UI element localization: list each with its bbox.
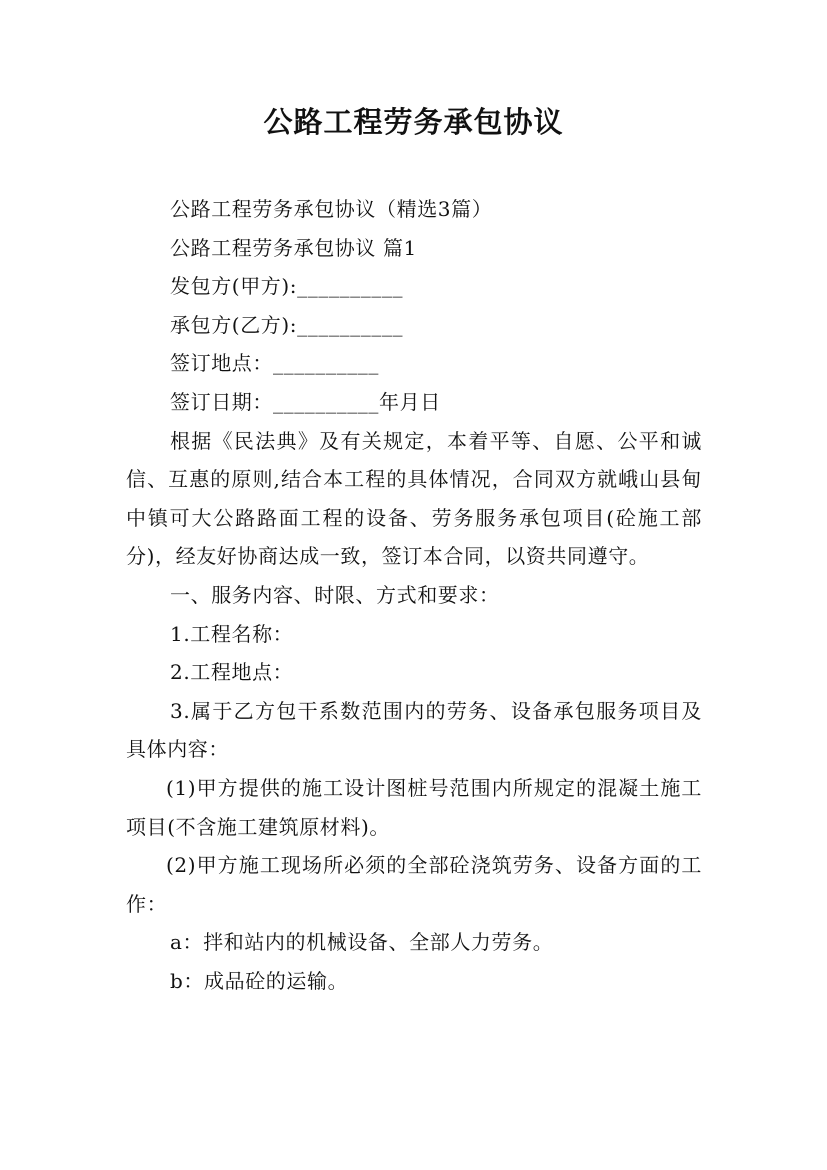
paragraph-signing-place: 签订地点：__________: [170, 351, 379, 376]
paragraph-service-items: 3.属于乙方包干系数范围内的劳务、设备承包服务项目及具体内容：: [126, 698, 702, 762]
paragraph-section-heading: 公路工程劳务承包协议 篇1: [170, 235, 417, 260]
paragraph-clause-1-heading: 一、服务内容、时限、方式和要求：: [170, 582, 500, 607]
document-body: [126, 190, 702, 1000]
document-title: 公路工程劳务承包协议: [263, 105, 564, 139]
paragraph-item-1: (1)甲方提供的施工设计图桩号范围内所规定的混凝土施工项目(不含施工建筑原材料)。: [126, 775, 702, 839]
paragraph-project-name: 1.工程名称：: [170, 621, 294, 646]
paragraph-preamble: 根据《民法典》及有关规定，本着平等、自愿、公平和诚信、互惠的原则,结合本工程的具体情况，合同双方就峨山县甸中镇可大公路路面工程的设备、劳务服务承包项目(砼施工部分)，经友好协商达成一致，签订本合同，以资共同遵守。: [126, 428, 702, 569]
paragraph-subtitle: 公路工程劳务承包协议（精选3篇）: [170, 197, 493, 221]
paragraph-item-a: a：拌和站内的机械设备、全部人力劳务。: [170, 930, 554, 955]
paragraph-signing-date: 签订日期：__________年月日: [170, 389, 441, 414]
paragraph-project-location: 2.工程地点：: [170, 660, 294, 685]
paragraph-party-b: 承包方(乙方):__________: [170, 312, 404, 337]
paragraph-party-a: 发包方(甲方):__________: [170, 274, 404, 299]
paragraph-item-b: b：成品砼的运输。: [170, 968, 349, 993]
paragraph-item-2: (2)甲方施工现场所必须的全部砼浇筑劳务、设备方面的工作：: [126, 853, 702, 916]
